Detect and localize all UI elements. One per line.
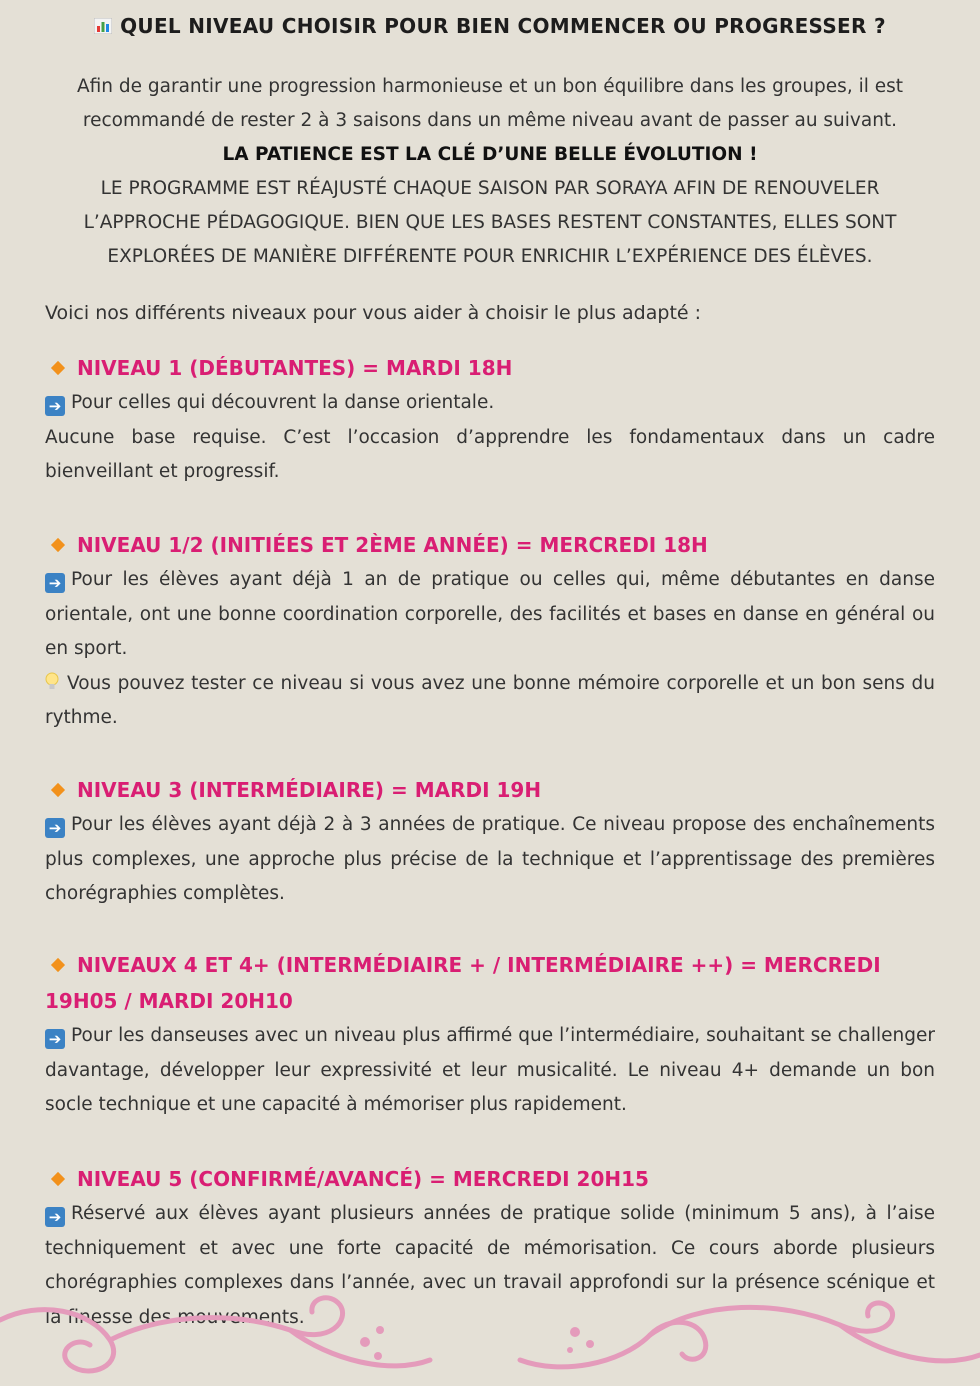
level-1-body xyxy=(45,386,935,490)
level-3-line1: Pour les élèves ayant déjà 2 à 3 années de pratique. Ce niveau propose des enchaînements plus complexes, une approche plus précise de la technique et l’apprentissage des premières chorégraphies complètes. xyxy=(45,814,935,904)
level-1-title-text: NIVEAU 1 (DÉBUTANTES) = MARDI 18H xyxy=(77,356,513,380)
level-4-title-text: NIVEAUX 4 ET 4+ (INTERMÉDIAIRE + / INTERMÉDIAIRE ++) = MERCREDI 19H05 / MARDI 20H10 xyxy=(45,953,881,1013)
level-5-title xyxy=(45,1161,935,1197)
diamond-bullet-icon xyxy=(51,783,65,797)
diamond-bullet-icon xyxy=(51,958,65,972)
right-arrow-icon: ➔ xyxy=(45,818,65,838)
right-arrow-icon: ➔ xyxy=(45,396,65,416)
header xyxy=(0,14,980,38)
level-1-2-tip: Vous pouvez tester ce niveau si vous avez une bonne mémoire corporelle et un bon sens du rythme. xyxy=(45,672,935,728)
level-5-body xyxy=(45,1197,935,1335)
level-1-2-title-text: NIVEAU 1/2 (INITIÉES ET 2ÈME ANNÉE) = MERCREDI 18H xyxy=(77,533,708,557)
bar-chart-icon xyxy=(94,18,112,34)
lightbulb-icon xyxy=(45,672,59,692)
level-4-line1: Pour les danseuses avec un niveau plus affirmé que l’intermédiaire, souhaitant se challenger davantage, développer leur expressivité et leur musicalité. Le niveau 4+ demande un bon socle technique et une capacité à mémoriser plus rapidement. xyxy=(45,1025,935,1115)
level-1-2-section xyxy=(45,527,935,736)
level-5-line1: Réservé aux élèves ayant plusieurs années de pratique solide (minimum 5 ans), à l’aise techniquement et avec une forte capacité de mémorisation. Ce cours aborde plusieurs chorégraphies complexes dans l’année, avec un travail approfondi sur la présence scénique et la finesse des mouvements. xyxy=(45,1203,935,1328)
page-title: QUEL NIVEAU CHOISIR POUR BIEN COMMENCER OU PROGRESSER ? xyxy=(120,14,886,38)
level-5-section xyxy=(45,1161,935,1335)
level-4-section xyxy=(45,947,935,1123)
right-arrow-icon: ➔ xyxy=(45,1029,65,1049)
intro-highlight: LA PATIENCE EST LA CLÉ D’UNE BELLE ÉVOLUTION ! xyxy=(222,144,758,165)
intro-block xyxy=(50,70,930,274)
level-5-title-text: NIVEAU 5 (CONFIRMÉ/AVANCÉ) = MERCREDI 20H15 xyxy=(77,1167,649,1191)
right-arrow-icon: ➔ xyxy=(45,573,65,593)
level-1-section xyxy=(45,350,935,490)
level-3-title xyxy=(45,772,935,808)
diamond-bullet-icon xyxy=(51,1172,65,1186)
level-1-2-line1: Pour les élèves ayant déjà 1 an de pratique ou celles qui, même débutantes en danse orientale, ont une bonne coordination corporelle, des facilités et bases en danse en général ou en sport. xyxy=(45,569,935,659)
level-3-section xyxy=(45,772,935,912)
level-1-line2: Aucune base requise. C’est l’occasion d’apprendre les fondamentaux dans un cadre bienveillant et progressif. xyxy=(45,426,935,482)
level-1-line1: Pour celles qui découvrent la danse orientale. xyxy=(71,392,495,413)
levels-lead: Voici nos différents niveaux pour vous aider à choisir le plus adapté : xyxy=(45,302,702,324)
level-3-title-text: NIVEAU 3 (INTERMÉDIAIRE) = MARDI 19H xyxy=(77,778,542,802)
level-3-body xyxy=(45,808,935,912)
level-1-title xyxy=(45,350,935,386)
level-4-title xyxy=(45,947,935,1019)
right-arrow-icon: ➔ xyxy=(45,1207,65,1227)
level-1-2-title xyxy=(45,527,935,563)
level-4-body xyxy=(45,1019,935,1123)
diamond-bullet-icon xyxy=(51,361,65,375)
program-note: LE PROGRAMME EST RÉAJUSTÉ CHAQUE SAISON PAR SORAYA AFIN DE RENOUVELER L’APPROCHE PÉDAGOGIQUE. BIEN QUE LES BASES RESTENT CONSTANTES, ELLES SONT EXPLORÉES DE MANIÈRE DIFFÉRENTE POUR ENRICHIR L’EXPÉRIENCE DES ÉLÈVES. xyxy=(83,178,897,267)
diamond-bullet-icon xyxy=(51,538,65,552)
intro-paragraph: Afin de garantir une progression harmonieuse et un bon équilibre dans les groupes, il est recommandé de rester 2 à 3 saisons dans un même niveau avant de passer au suivant. xyxy=(76,76,904,131)
level-1-2-body xyxy=(45,563,935,736)
